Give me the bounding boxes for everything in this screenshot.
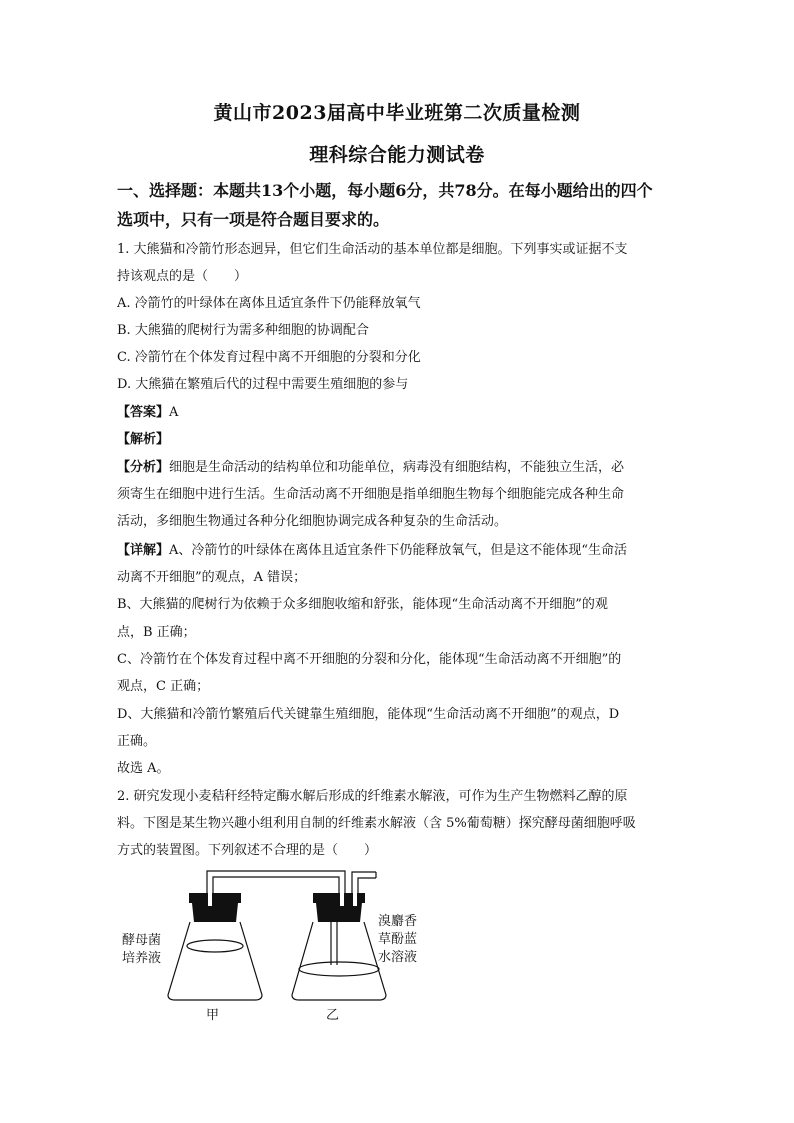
- answer-value: A: [169, 405, 179, 420]
- xiangjie-tag: 【详解】: [117, 543, 170, 558]
- label-flask-jia: 甲: [206, 1008, 220, 1023]
- q1-xiangjie-line5: C、冷箭竹在个体发育过程中离不开细胞的分裂和分化，能体现“生命活动离不开细胞”的: [117, 652, 622, 667]
- tube-hole-yi-b: [353, 890, 357, 906]
- label-indicator-1: 溴麝香: [378, 914, 418, 929]
- tube-hole-yi-a: [340, 890, 344, 906]
- fenxi-text: 细胞是生命活动的结构单位和功能单位，病毒没有细胞结构，不能独立生活，必: [169, 460, 625, 475]
- q1-fenxi-line2: 须寄生在细胞中进行生活。生命活动离不开细胞是指单细胞生物每个细胞能完成各种生命: [117, 487, 625, 502]
- section-heading-line2: 选项中，只有一项是符合题目要求的。: [117, 210, 390, 229]
- stopper-jia: [192, 903, 238, 922]
- q1-conclusion: 故选 A。: [117, 761, 170, 776]
- q2-stem-line1: 2. 研究发现小麦秸秆经特定酶水解后形成的纤维素水解液，可作为生产生物燃料乙醇的原: [117, 789, 628, 804]
- xiangjie-text: A、冷箭竹的叶绿体在离体且适宜条件下仍能释放氧气，但是这不能体现“生命活: [169, 543, 628, 558]
- label-indicator-2: 草酚蓝: [378, 932, 418, 947]
- q1-fenxi-line3: 活动，多细胞生物通过各种分化细胞协调完成各种复杂的生命活动。: [117, 514, 508, 529]
- q1-xiangjie-line3: B、大熊猫的爬树行为依赖于众多细胞收缩和舒张，能体现“生命活动离不开细胞”的观: [117, 597, 608, 612]
- q1-answer: [117, 400, 702, 426]
- q1-option-a: A. 冷箭竹的叶绿体在离体且适宜条件下仍能释放氧气: [117, 296, 421, 311]
- apparatus-figure: [0, 860, 794, 1030]
- q1-stem-line2: 持该观点的是（ ）: [117, 269, 248, 284]
- answer-tag: 【答案】: [117, 405, 170, 420]
- stopper-jia-cap: [189, 893, 241, 903]
- q1-xiangjie-line8: 正确。: [117, 734, 157, 749]
- q1-option-d: D. 大熊猫在繁殖后代的过程中需要生殖细胞的参与: [117, 377, 409, 392]
- exhaust-tube-inner: [358, 878, 376, 895]
- jiexi-tag: 【解析】: [117, 432, 170, 447]
- connecting-tube-outer: [207, 871, 345, 895]
- flask-jia-body: [168, 922, 262, 1000]
- page-subtitle: 理科综合能力测试卷: [309, 144, 485, 166]
- label-yeast-2: 培养液: [122, 951, 162, 966]
- q1-option-b: B. 大熊猫的爬树行为需多种细胞的协调配合: [117, 323, 369, 338]
- page-title: 黄山市2023届高中毕业班第二次质量检测: [213, 102, 581, 124]
- stopper-yi-cap: [313, 893, 365, 903]
- tube-hole-jia: [208, 890, 212, 906]
- q2-stem-line3: 方式的装置图。下列叙述不合理的是（ ）: [117, 843, 378, 858]
- q1-xiangjie-line4: 点，B 正确；: [117, 625, 196, 640]
- q1-xiangjie-line7: D、大熊猫和冷箭竹繁殖后代关键靠生殖细胞，能体现“生命活动离不开细胞”的观点，D: [117, 707, 620, 722]
- q1-option-c: C. 冷箭竹在个体发育过程中离不开细胞的分裂和分化: [117, 350, 421, 365]
- fenxi-tag: 【分析】: [117, 460, 170, 475]
- label-yeast-1: 酵母菌: [122, 933, 162, 948]
- q1-jiexi: [117, 427, 702, 453]
- label-indicator-3: 水溶液: [378, 950, 418, 965]
- section-heading-line1: 一、选择题：本题共13个小题，每小题6分，共78分。在每小题给出的四个: [117, 181, 653, 200]
- flask-yi-liquid-level: [299, 962, 379, 976]
- connecting-tube-inner: [213, 877, 339, 895]
- q1-stem-line1: 1. 大熊猫和冷箭竹形态迥异，但它们生命活动的基本单位都是细胞。下列事实或证据不支: [117, 242, 628, 257]
- flask-jia-liquid-level: [187, 940, 243, 952]
- label-flask-yi: 乙: [326, 1008, 340, 1023]
- q1-xiangjie-line1: [117, 538, 702, 564]
- flask-yi-body: [292, 922, 386, 1000]
- q2-stem-line2: 料。下图是某生物兴趣小组利用自制的纤维素水解液（含 5%葡萄糖）探究酵母菌细胞呼吸: [117, 816, 636, 831]
- q1-xiangjie-line2: 动离不开细胞”的观点，A 错误；: [117, 570, 307, 585]
- q1-xiangjie-line6: 观点，C 正确；: [117, 679, 210, 694]
- q1-fenxi-line1: [117, 455, 702, 481]
